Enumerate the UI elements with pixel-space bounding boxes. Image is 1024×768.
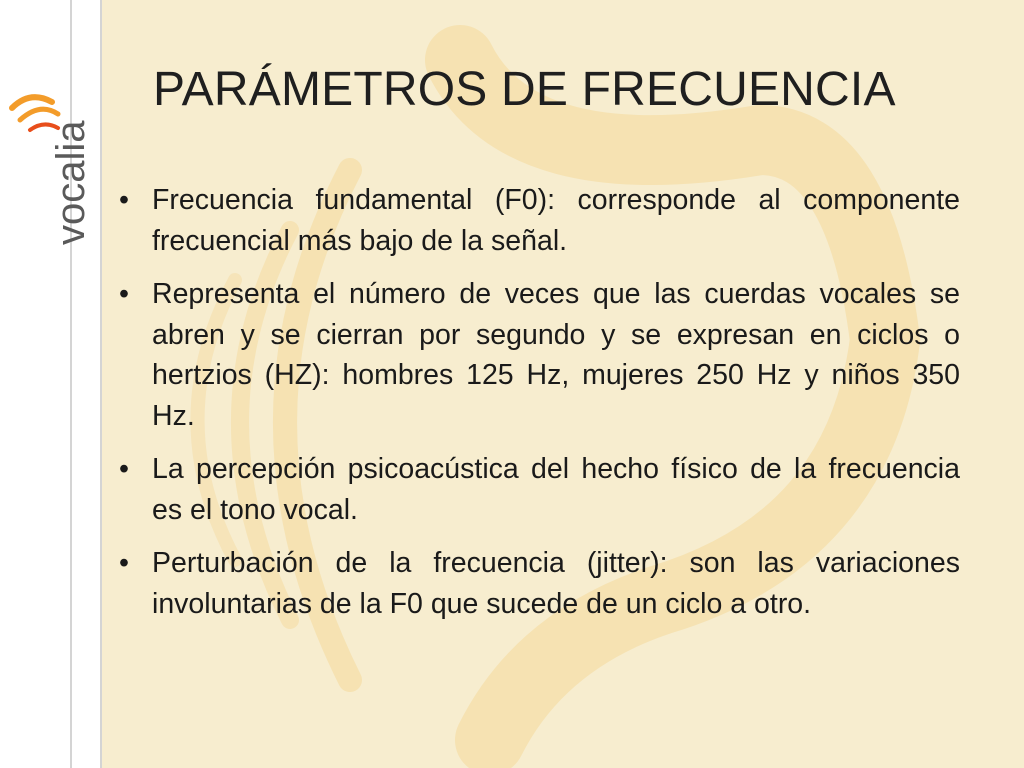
bullet-text: Representa el número de veces que las cuerdas vocales se abren y se cierran por segundo y se expresan en ciclos o hertzios (HZ): hombres 125 Hz, mujeres 250 Hz y niños 350 Hz. (152, 278, 960, 432)
list-item (112, 274, 960, 436)
bullet-icon: • (119, 547, 129, 579)
bullet-text: Frecuencia fundamental (F0): corresponde al componente frecuencial más bajo de la señal. (152, 184, 960, 257)
bullet-icon: • (119, 184, 129, 216)
bullet-list (112, 180, 960, 637)
bullet-icon: • (119, 453, 129, 485)
list-item (112, 449, 960, 530)
logo-text: vocalia (49, 120, 93, 245)
bullet-text: La percepción psicoacústica del hecho físico de la frecuencia es el tono vocal. (152, 453, 960, 526)
list-item (112, 543, 960, 624)
list-item (112, 180, 960, 261)
bullet-icon: • (119, 278, 129, 310)
bullet-text: Perturbación de la frecuencia (jitter): son las variaciones involuntarias de la F0 que sucede de un ciclo a otro. (152, 547, 960, 620)
slide-title: PARÁMETROS DE FRECUENCIA (153, 63, 896, 116)
vocalia-logo (0, 40, 100, 250)
